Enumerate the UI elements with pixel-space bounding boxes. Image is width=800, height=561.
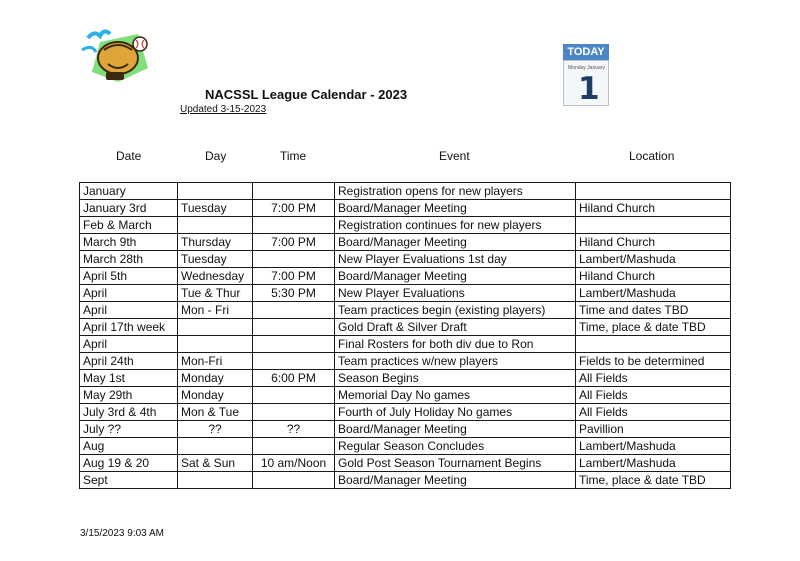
cell-time <box>253 387 335 404</box>
cell-event: Board/Manager Meeting <box>335 472 576 489</box>
cell-date: January <box>80 183 178 200</box>
cell-time <box>253 217 335 234</box>
cell-event: Board/Manager Meeting <box>335 234 576 251</box>
cell-time <box>253 472 335 489</box>
cell-event: Gold Post Season Tournament Begins <box>335 455 576 472</box>
table-row <box>80 302 731 319</box>
cell-time <box>253 336 335 353</box>
cell-event: Fourth of July Holiday No games <box>335 404 576 421</box>
cell-date: May 1st <box>80 370 178 387</box>
header-time: Time <box>280 149 307 163</box>
table-row <box>80 200 731 217</box>
calendar-mini-text: Monday January <box>568 65 605 71</box>
table-row <box>80 438 731 455</box>
cell-date: Aug <box>80 438 178 455</box>
cell-location: Time and dates TBD <box>576 302 731 319</box>
cell-location: Lambert/Mashuda <box>576 285 731 302</box>
cell-event: Board/Manager Meeting <box>335 421 576 438</box>
cell-day: Monday <box>178 370 253 387</box>
cell-location: Fields to be determined <box>576 353 731 370</box>
table-row <box>80 353 731 370</box>
baseball-glove-icon <box>78 28 154 84</box>
cell-day: Tuesday <box>178 251 253 268</box>
cell-date: Sept <box>80 472 178 489</box>
header-event: Event <box>439 149 470 163</box>
cell-date: March 28th <box>80 251 178 268</box>
cell-day: Mon-Fri <box>178 353 253 370</box>
cell-date: April <box>80 336 178 353</box>
baseball-glove-logo <box>78 28 154 84</box>
cell-time <box>253 404 335 421</box>
cell-time: 7:00 PM <box>253 200 335 217</box>
table-row <box>80 217 731 234</box>
cell-event: Regular Season Concludes <box>335 438 576 455</box>
cell-date: April 17th week <box>80 319 178 336</box>
table-row <box>80 319 731 336</box>
cell-event: Memorial Day No games <box>335 387 576 404</box>
cell-date: July 3rd & 4th <box>80 404 178 421</box>
cell-day <box>178 319 253 336</box>
cell-date: March 9th <box>80 234 178 251</box>
table-row <box>80 336 731 353</box>
updated-date: Updated 3-15-2023 <box>180 104 267 115</box>
cell-time <box>253 319 335 336</box>
cell-day: Wednesday <box>178 268 253 285</box>
cell-location <box>576 183 731 200</box>
cell-event: Team practices w/new players <box>335 353 576 370</box>
cell-day: Mon - Fri <box>178 302 253 319</box>
today-calendar-icon <box>563 44 609 106</box>
cell-event: Gold Draft & Silver Draft <box>335 319 576 336</box>
cell-date: May 29th <box>80 387 178 404</box>
calendar-day-number: 1 <box>578 71 600 107</box>
cell-time <box>253 251 335 268</box>
today-label: TODAY <box>563 44 609 60</box>
cell-day <box>178 336 253 353</box>
cell-date: July ?? <box>80 421 178 438</box>
cell-day <box>178 438 253 455</box>
cell-date: Feb & March <box>80 217 178 234</box>
cell-time: 10 am/Noon <box>253 455 335 472</box>
table-row <box>80 387 731 404</box>
cell-event: New Player Evaluations 1st day <box>335 251 576 268</box>
table-row <box>80 285 731 302</box>
cell-location: Pavillion <box>576 421 731 438</box>
cell-time <box>253 353 335 370</box>
cell-time: 6:00 PM <box>253 370 335 387</box>
table-row <box>80 234 731 251</box>
table-row <box>80 421 731 438</box>
table-row <box>80 183 731 200</box>
table-row <box>80 370 731 387</box>
cell-event: Season Begins <box>335 370 576 387</box>
table-row <box>80 251 731 268</box>
cell-location: All Fields <box>576 370 731 387</box>
cell-location: Hiland Church <box>576 234 731 251</box>
header-date: Date <box>116 149 142 163</box>
cell-day <box>178 217 253 234</box>
cell-time: 5:30 PM <box>253 285 335 302</box>
cell-location: Lambert/Mashuda <box>576 438 731 455</box>
cell-location: Lambert/Mashuda <box>576 455 731 472</box>
cell-date: April 5th <box>80 268 178 285</box>
cell-date: January 3rd <box>80 200 178 217</box>
cell-location <box>576 336 731 353</box>
cell-date: Aug 19 & 20 <box>80 455 178 472</box>
cell-time <box>253 438 335 455</box>
cell-time <box>253 183 335 200</box>
cell-event: Registration continues for new players <box>335 217 576 234</box>
cell-time: ?? <box>253 421 335 438</box>
table-row <box>80 455 731 472</box>
cell-event: Final Rosters for both div due to Ron <box>335 336 576 353</box>
cell-location: Lambert/Mashuda <box>576 251 731 268</box>
cell-time: 7:00 PM <box>253 268 335 285</box>
schedule-body <box>80 183 731 489</box>
cell-date: April 24th <box>80 353 178 370</box>
schedule-table <box>79 182 731 489</box>
cell-date: April <box>80 302 178 319</box>
cell-time: 7:00 PM <box>253 234 335 251</box>
table-row <box>80 472 731 489</box>
cell-event: Board/Manager Meeting <box>335 200 576 217</box>
page-title: NACSSL League Calendar - 2023 <box>205 87 408 102</box>
header-location: Location <box>629 149 675 163</box>
cell-day: Tuesday <box>178 200 253 217</box>
column-headers <box>0 149 800 165</box>
cell-time <box>253 302 335 319</box>
calendar-sheet <box>563 60 609 106</box>
cell-location: All Fields <box>576 404 731 421</box>
cell-day: ?? <box>178 421 253 438</box>
cell-day: Mon & Tue <box>178 404 253 421</box>
cell-location: Hiland Church <box>576 268 731 285</box>
print-timestamp: 3/15/2023 9:03 AM <box>80 528 164 539</box>
cell-event: New Player Evaluations <box>335 285 576 302</box>
cell-day: Tue & Thur <box>178 285 253 302</box>
cell-day: Sat & Sun <box>178 455 253 472</box>
cell-location <box>576 217 731 234</box>
cell-location: Time, place & date TBD <box>576 472 731 489</box>
cell-day: Monday <box>178 387 253 404</box>
table-row <box>80 268 731 285</box>
cell-event: Team practices begin (existing players) <box>335 302 576 319</box>
cell-location: Time, place & date TBD <box>576 319 731 336</box>
cell-day <box>178 472 253 489</box>
table-row <box>80 404 731 421</box>
cell-location: All Fields <box>576 387 731 404</box>
cell-event: Registration opens for new players <box>335 183 576 200</box>
cell-location: Hiland Church <box>576 200 731 217</box>
cell-day: Thursday <box>178 234 253 251</box>
cell-day <box>178 183 253 200</box>
header-day: Day <box>205 149 227 163</box>
cell-date: April <box>80 285 178 302</box>
cell-event: Board/Manager Meeting <box>335 268 576 285</box>
